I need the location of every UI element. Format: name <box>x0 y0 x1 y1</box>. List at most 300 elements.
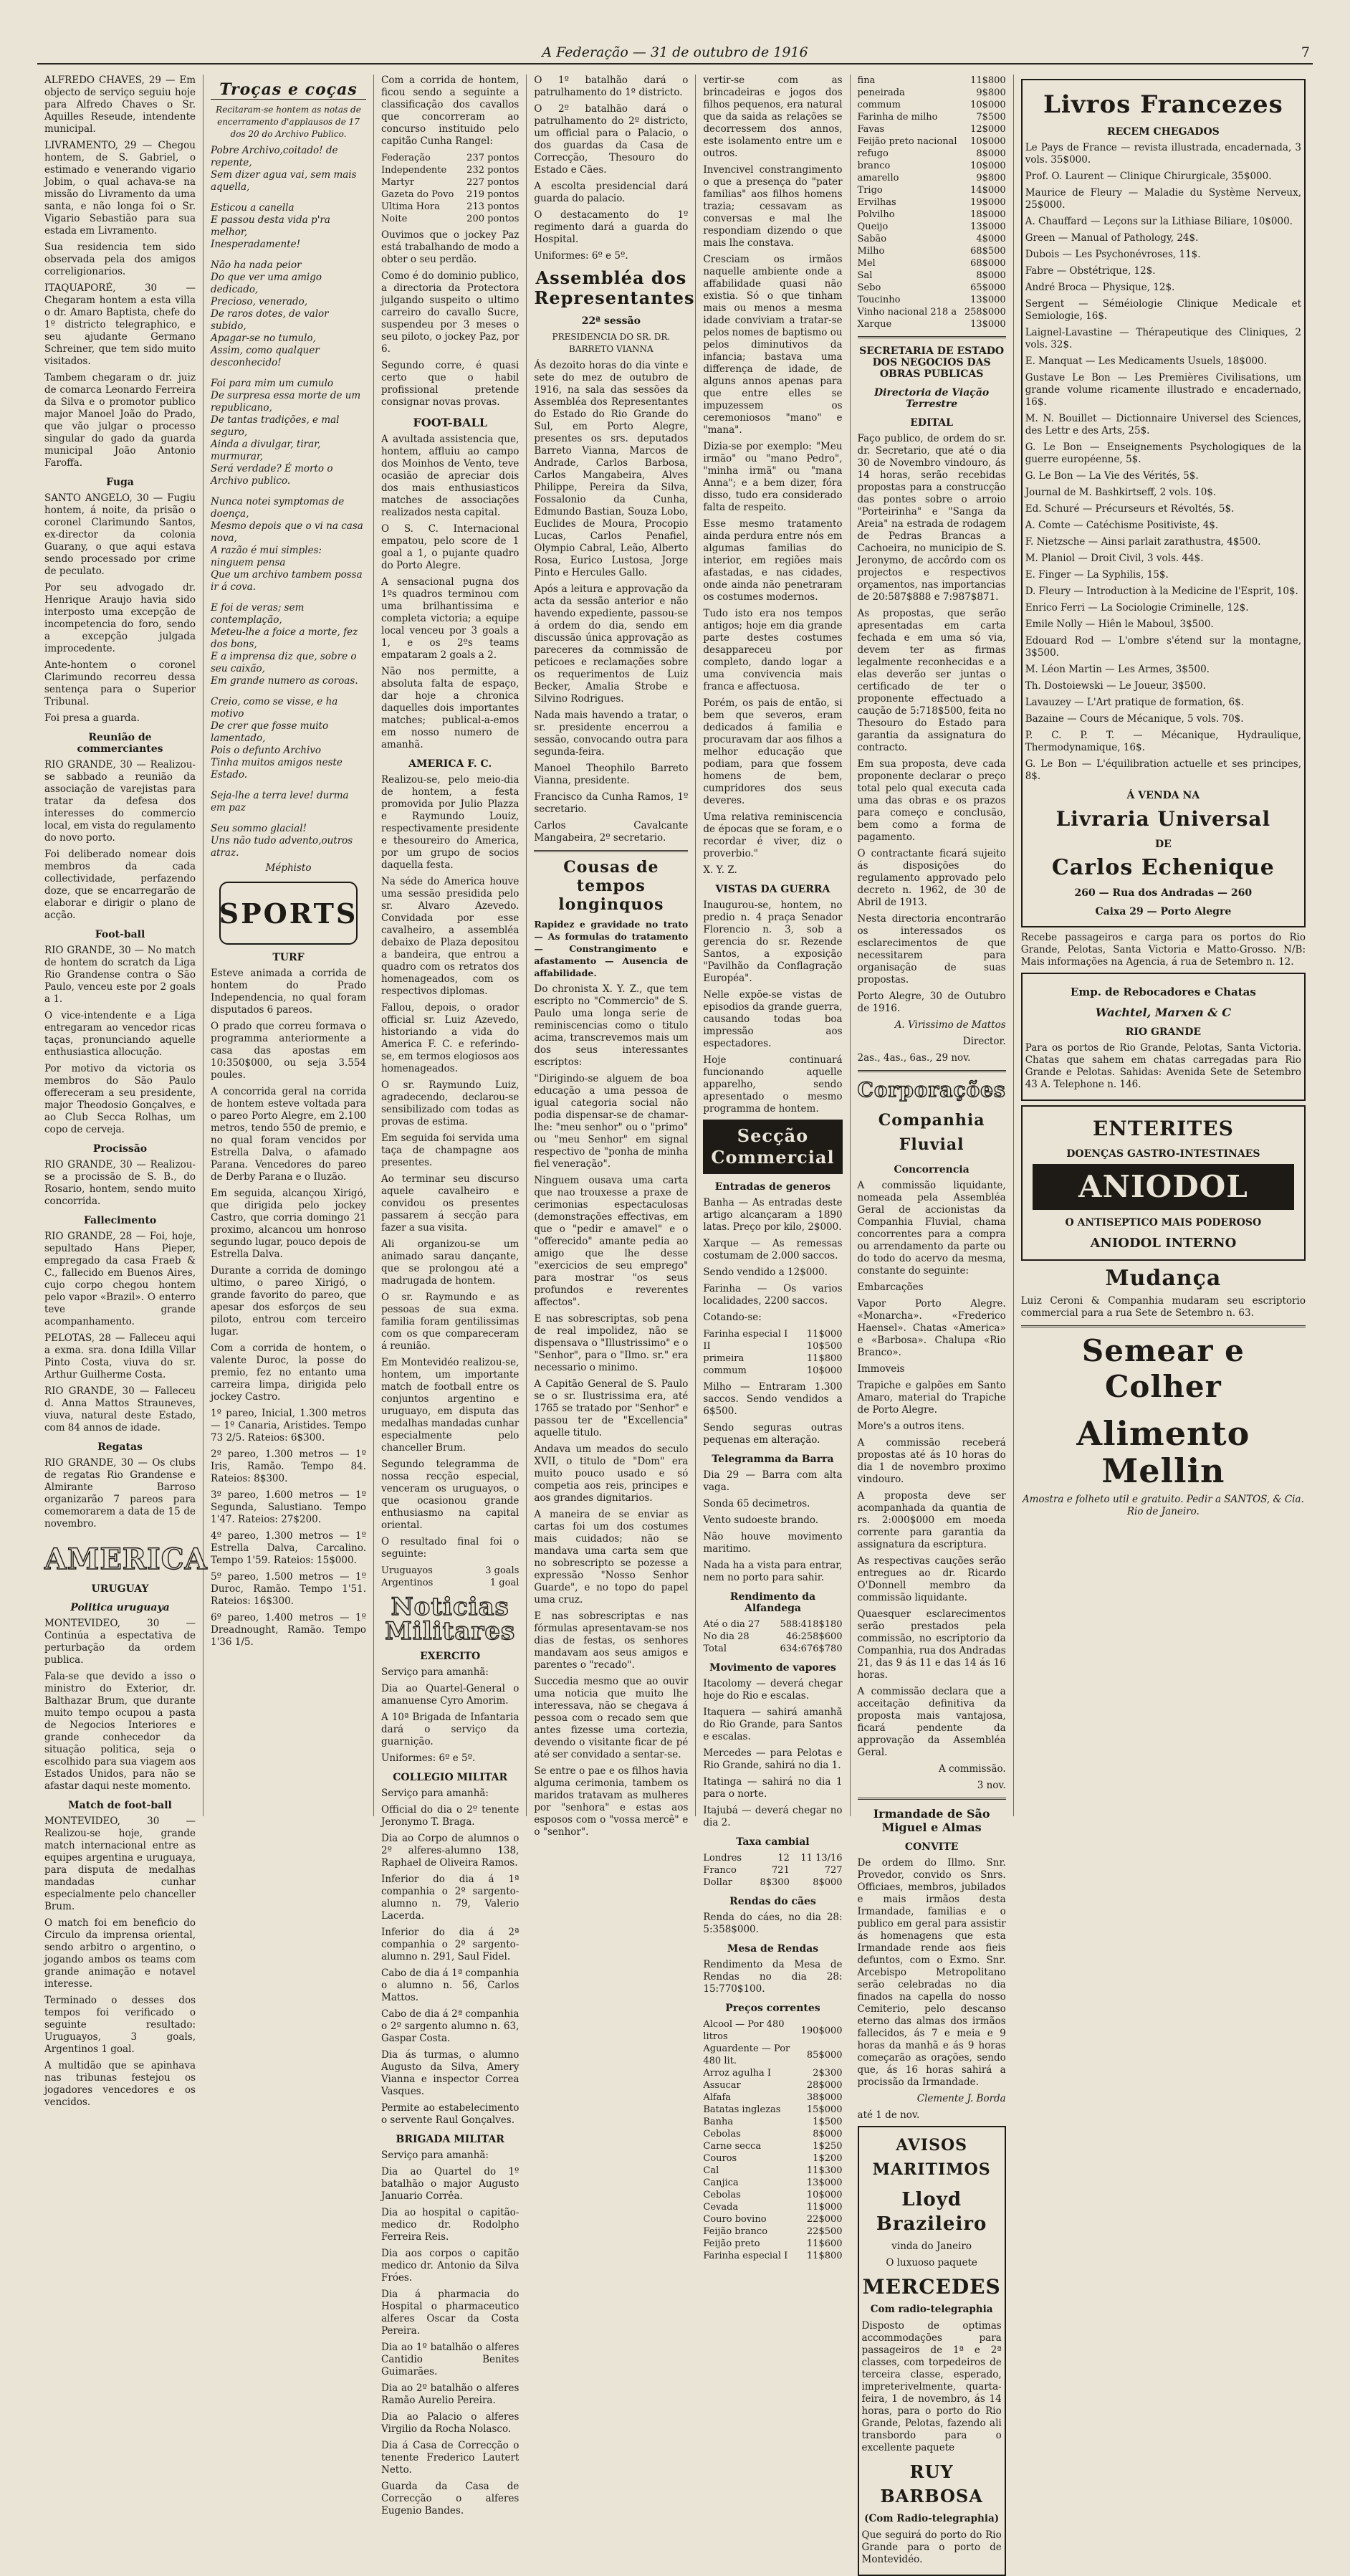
news-item: Inaugurou-se, hontem, no predio n. 4 praça Senador Florencio n. 3, sob a gerencia do sr. Rezende Santos, a exposição "Pavilhão da Conflagração Européa". <box>703 900 843 984</box>
livraria-de: DE <box>1154 839 1172 850</box>
news-item: Invencivel constrangimento o que a presença do "pater familias" aos filhos homens trazia; cessavam as conversas e mal lhe respondiam dizendo o que mais lhe constava. <box>703 164 843 249</box>
news-item: Do chronista X. Y. Z., que tem escripto no "Commercio" de S. Paulo uma longa serie de reminiscencias como o titulo acima, transcrevemos mais um dos seus interessantes escriptos: <box>534 983 689 1068</box>
companhia-banner: Companhia Fluvial <box>878 1111 985 1154</box>
corporacoes-banner: Corporações <box>857 1078 1006 1102</box>
price-row <box>858 209 1006 221</box>
news-list <box>703 1197 842 1324</box>
news-list <box>381 1357 519 1560</box>
book-item: E. Finger — La Syphilis, 15$. <box>1025 569 1169 581</box>
table-cell: 634:676$780 <box>780 1644 843 1654</box>
news-item: Foi presa a guarda. <box>44 712 140 724</box>
news-item: Durante a corrida de domingo ultimo, o pareo Xirigó, o grande favorito do pareo, que apesar dos esforços de seu piloto, entrou com terceiro lugar. <box>211 1265 366 1337</box>
race-result: 3º pareo, 1.600 metros — 1º Segunda, Salustiano. Tempo 1'47. Rateios: 27$200. <box>211 1489 366 1525</box>
dates-line: 2as., 4as., 6as., 29 nov. <box>857 1052 971 1064</box>
price-row <box>703 2189 842 2201</box>
section-heading: Regatas <box>97 1441 143 1453</box>
news-item: Ante-hontem o coronel Clarimundo recorreu dessa sentença para o Superior Tribunal. <box>44 659 196 707</box>
book-item: F. Nietzsche — Ainsi parlait zarathustra, 4$500. <box>1025 536 1261 548</box>
page-number: 7 <box>1301 44 1310 60</box>
america-banner: AMERICA <box>44 1542 208 1576</box>
news-item: A avultada assistencia que, hontem, affluiu ao campo dos Moinhos de Vento, teve ocasião de apreciar dois dos mais enthusiasticos matches de associações realizados nesta capital. <box>381 434 520 518</box>
seccao-commercial-banner: Secção Commercial <box>703 1120 842 1174</box>
table-cell: No dia 28 <box>703 1631 750 1642</box>
america-subtitle: URUGUAY <box>91 1583 149 1595</box>
table-cell: 11$000 <box>806 1329 843 1340</box>
book-item: Th. Dostoiewski — Le Joueur, 3$500. <box>1025 680 1206 692</box>
news-item: Porém, os pais de então, si bem que severos, eram dedicados á familia e procuravam dar aos filhos a melhor educação que podiam, para que fossem homens de bem, cumpridores dos seus deveres. <box>703 697 843 806</box>
price-row <box>703 1365 842 1377</box>
price-row <box>858 135 1006 148</box>
news-item: De ordem do Illmo. Snr. Provedor, convido os Snrs. Officiaes, membros, jubilados e mais irmãos desta Irmandade, familias e o publico em geral para assistir ás homenagens que esta Irmandade rende aos fieis defuntos, com o Exmo. Snr. Arcebispo Metropolitano serão celebradas no dia finados na capella do nosso Cemiterio, pelo descanso eterno das almas dos irmãos fallecidos, ás 7 e meia e 9 horas da manhã e ás 9 horas começarão as orações, sendo que, ás 16 horas sahirá a procissão da Irmandade. <box>857 1857 1006 2088</box>
taxa-row <box>703 1852 842 1864</box>
poem-line: De tantas tradições, e mal seguro, <box>211 414 340 438</box>
news-item: MONTEVIDEO, 30 — Realizou-se hoje, grande match internacional entre as equipes argentina e uruguaya, para disputa de medalhas mandadas cunhar especialmente pelo chanceller Brum. <box>44 1816 196 1912</box>
mudanca-title: Mudança <box>1105 1266 1222 1291</box>
book-item: Emile Nolly — Hiên le Maboul, 3$500. <box>1025 619 1214 630</box>
price-row <box>703 2238 842 2250</box>
section-heading: Match de foot-ball <box>68 1800 172 1811</box>
news-list <box>703 1678 842 1829</box>
news-item: A maneira de se enviar as cartas foi um dos costumes mais cuidados; não se mandava uma carta sem que no sobrescripto se pozesse a expressão "Nosso Senhor Guarde", e no topo do papel uma cruz. <box>534 1509 689 1606</box>
table-cell: II <box>703 1341 711 1352</box>
table-cell: branco <box>857 161 891 171</box>
section-heading: Telegramma da Barra <box>712 1454 834 1465</box>
book-item: Ed. Schuré — Précurseurs et Révoltés, 5$. <box>1025 503 1235 515</box>
price-row <box>858 257 1006 269</box>
news-item: Dia ao Quartel do 1º batalhão o major Augusto Januario Corrêa. <box>381 2166 520 2202</box>
news-item: Francisco da Cunha Ramos, 1º secretario. <box>534 791 689 815</box>
table-cell: Dollar <box>703 1877 732 1888</box>
book-item: A. Comte — Catéchisme Positiviste, 4$. <box>1025 520 1219 531</box>
table-cell: Couros <box>703 2153 737 2164</box>
alfandega-row <box>703 1643 842 1655</box>
news-item: PELOTAS, 28 — Falleceu aqui a exma. sra. dona Idilla Villar Pinto Costa, viuva do sr. Arthur Guilherme Costa. <box>44 1332 196 1380</box>
table-cell: Favas <box>857 124 885 135</box>
classification-row <box>381 189 519 201</box>
news-item: Mercedes — para Pelotas e Rio Grande, sahirá no dia 1. <box>703 1747 843 1771</box>
section-heading: Rendas do cães <box>729 1896 816 1907</box>
taxa-row <box>703 1864 842 1876</box>
sports-banner <box>219 882 358 945</box>
price-row <box>858 123 1006 135</box>
price-row <box>703 2152 842 2165</box>
book-item: G. Le Bon — La Vie des Vérités, 5$. <box>1025 470 1199 482</box>
poem <box>211 145 366 859</box>
aniodol-title: ANIODOL <box>1033 1164 1294 1210</box>
table-cell: Arroz agulha I <box>703 2068 771 2079</box>
book-item: D. Fleury — Introduction à la Medicine de l'Esprit, 10$. <box>1025 586 1298 597</box>
table-cell: 10$000 <box>970 100 1006 110</box>
poem-line: Esticou a canella <box>211 202 295 214</box>
table-cell: commum <box>703 1365 747 1376</box>
section-heading: COLLEGIO MILITAR <box>393 1772 508 1783</box>
book-item: G. Le Bon — L'équilibration actuelle et ses principes, 8$. <box>1025 758 1301 782</box>
table-cell: Cebolas <box>703 2190 741 2200</box>
precos-table <box>858 75 1006 330</box>
news-item: As propostas, que serão apresentadas em carta fechada e em uma só via, devem ter as firmas legalmente reconhecidas e a elas deverão ser juntas o certificado de ter o proponente effectuado a caução de 5:718$500, feita no Thesouro do Estado para garantia da assignatura do contracto. <box>857 608 1006 753</box>
lloyd-subtitle: vinda do Janeiro <box>891 2241 972 2252</box>
news-list <box>534 360 688 844</box>
news-item: Em sua proposta, deve cada proponente declarar o preço total pelo qual executa cada uma das obras e os prazos para começo e conclusão, bem como a forma de pagamento. <box>857 758 1006 843</box>
news-item: Ninguem ousava uma carta que nao trouxesse a praxe de cerimonias espectaculosas (demonstrações effectivas, em que o "pedir e amavel" e o "offerecido" amante pedia ao amigo que lhe desse "exercicios de seu emprego" para mostrar "os seus profundos e reverentes affectos". <box>534 1175 689 1308</box>
poem-line: Seja-lhe a terra leve! durma em paz <box>211 790 349 814</box>
news-item: Manoel Theophilo Barreto Vianna, presidente. <box>534 763 689 786</box>
news-item: Renda do cáes, no dia 28: 5:358$000. <box>703 1912 843 1935</box>
news-item: MONTEVIDEO, 30 — Continúa a espectativa de perturbação da ordem publica. <box>44 1618 196 1666</box>
race-result: 2º pareo, 1.300 metros — 1º Iris, Ramão. Tempo 84. Rateios: 8$300. <box>211 1449 366 1484</box>
section-heading: Rendimento da Alfandega <box>729 1591 816 1614</box>
news-item: Em Montevidéo realizou-se, hontem, um importante match de football entre os conjuntos argentino e uruguayo, em disputa das medalhas mandadas cunhar especialmente pelo chanceller Brum. <box>381 1357 520 1454</box>
news-item: O sr. Raymundo e as pessoas de sua exma. familia foram gentilissimas com os que compareceram á reunião. <box>381 1292 520 1352</box>
news-item: A escolta presidencial dará guarda do palacio. <box>534 181 689 204</box>
table-cell: 15$000 <box>806 2104 843 2115</box>
news-item: Dia ao Palacio o alferes Virgilio da Rocha Nolasco. <box>381 2411 520 2435</box>
section-heading: Concorrencia <box>894 1164 970 1175</box>
table-cell: Uruguayos <box>381 1565 433 1576</box>
stanza-gap <box>211 194 366 202</box>
table-cell: Até o dia 27 <box>703 1619 760 1630</box>
section-heading: VISTAS DA GUERRA <box>715 884 830 895</box>
news-item: Quaesquer esclarecimentos serão prestados pela commissão, no escriptorio da Companhia, rua dos Andradas 21, das 9 ás 11 e das 14 ás 16 horas. <box>857 1608 1006 1681</box>
mercedes-subtitle: Com radio-telegraphia <box>870 2304 993 2315</box>
table-cell: 721 <box>772 1865 790 1876</box>
table-cell: Feijão preto <box>703 2238 760 2249</box>
news-item: E nas sobrescriptas, sob pena de real impolidez, não se dispensava o "Illustrissimo" e o "Senhor", para o "Ilmo. sr." era necessario o minimo. <box>534 1313 689 1373</box>
book-item: A. Chauffard — Leçons sur la Lithiase Biliare, 10$000. <box>1025 216 1293 227</box>
presidencia-line: PRESIDENCIA DO SR. DR. BARRETO VIANNA <box>552 332 671 354</box>
turf-results <box>211 1408 366 1649</box>
enterites-subtitle: DOENÇAS GASTRO-INTESTINAES <box>1066 1148 1260 1160</box>
emp-firm: Wachtel, Marxen & C <box>1095 1006 1231 1019</box>
news-item: Segundo telegramma de nossa recção especial, venceram os uruguayos, o que ocasionou grande enthusiasmo na capital oriental. <box>381 1459 520 1531</box>
poem-line: Precioso, venerado, <box>211 296 308 307</box>
signature: A commissão. <box>938 1763 1006 1775</box>
assembleia-banner: Assembléa dos Representantes <box>534 267 695 308</box>
news-item: Serviço para amanhã: <box>381 1666 489 1678</box>
table-cell: amarello <box>857 173 899 183</box>
table-cell: Martyr <box>381 177 415 188</box>
news-item: Dia ao 1º batalhão o alferes Cantidio Benites Guimarães. <box>381 2342 520 2377</box>
table-cell: Canjica <box>703 2177 739 2188</box>
mercedes-title: MERCEDES <box>862 2275 1001 2299</box>
news-item: As respectivas cauções serão entregues ao dr. Ricardo O'Donnell membro da commissão liquidante. <box>857 1555 1006 1603</box>
book-item: Edouard Rod — L'ombre s'étend sur la montagne, 3$500. <box>1025 635 1301 659</box>
semear-title: Semear e Colher <box>1081 1333 1245 1404</box>
news-item: Immoveis <box>857 1363 905 1375</box>
race-result: 5º pareo, 1.500 metros — 1º Duroc, Ramão. Tempo 1'51. Rateios: 16$300. <box>211 1571 366 1607</box>
price-row <box>703 2079 842 2091</box>
news-item: Luiz Ceroni & Companhia mudaram seu escriptorio commercial para a rua Sete de Setembro n. 63. <box>1020 1295 1306 1319</box>
trocas-note: Recitaram-se hontem as notas de encerramento d'applausos de 17 dos 20 do Archivo Publico. <box>216 105 361 139</box>
news-item: Andava um meados do seculo XVII, o titulo de "Dom" era muito pouco usado e só competia aos reis, principes e aos grandes dignitarios. <box>534 1444 689 1504</box>
table-cell: Farinha especial I <box>703 1329 788 1340</box>
price-row <box>703 2201 842 2213</box>
news-item: Rendimento da Mesa de Rendas no dia 28: 15:770$100. <box>703 1959 843 1995</box>
news-item: Succedia mesmo que ao ouvir uma noticia que muito lhe interessava, não se chegava á pessoa com o recado sem que antes fizesse uma cortezia, devendo o visitante ficar de pé até ser convidado a sentar-se. <box>534 1676 689 1760</box>
news-item: Não houve movimento maritimo. <box>703 1531 843 1555</box>
table-cell: 10$000 <box>970 136 1006 147</box>
news-item: Se entre o pae e os filhos havia alguma cerimonia, tambem os maridos tratavam as mulheres por "senhora" e estas aos esposos com o "vossa mercê" e o "senhor". <box>534 1765 689 1838</box>
price-row <box>858 306 1006 318</box>
poem-line: Ainda a divulgar, tirar, murmurar, <box>211 439 321 462</box>
stanza-gap <box>211 369 366 378</box>
section-heading: Movimento de vapores <box>709 1662 836 1674</box>
news-item: Sendo seguras outras pequenas em alteração. <box>703 1422 843 1446</box>
news-item: A sensacional pugna dos 1ºs quadros terminou com uma brilhantissima e completa victoria; a equipe local venceu por 3 goals a 1, e os 2ºs teams empataram 2 goals a 2. <box>381 576 520 661</box>
news-item: O destacamento do 1º regimento dará a guarda do Hospital. <box>534 209 689 245</box>
table-cell: 9$800 <box>976 173 1006 183</box>
signature: A. Virissimo de Mattos <box>894 1019 1006 1031</box>
table-cell: 200 pontos <box>466 214 520 224</box>
dates-line: 3 nov. <box>977 1780 1006 1791</box>
news-item: Realizou-se, pelo meio-dia de hontem, a festa promovida por Julio Plazza e Raymundo Louiz, respectivamente presidente e thesoureiro do America, por um grupo de socios daquella festa. <box>381 774 520 871</box>
news-item: Não nos permitte, a absoluta falta de espaço, dar hoje a chronica daquelles dois importantes matches; publical-a-emos em nosso numero de amanhã. <box>381 666 520 750</box>
news-item: Cabo de dia á 1ª companhia o alumno n. 56, Carlos Mattos. <box>381 1967 520 2003</box>
poem-line: Assim, como qualquer desconhecido! <box>211 345 320 368</box>
poem-line: E foi de veras; sem contemplação, <box>211 602 305 626</box>
news-item: ITAQUAPORÉ, 30 — Chegaram hontem a esta villa o dr. Amaro Baptista, chefe do 1º districto telegraphico, e seu ajudante Germano Schreiner, que tem sido muito visitados. <box>44 282 196 367</box>
table-cell: Total <box>703 1644 727 1654</box>
turf-list <box>211 968 366 1403</box>
book-item: M. Léon Martin — Les Armes, 3$500. <box>1025 664 1210 675</box>
farinha-table <box>703 1328 842 1377</box>
dates-line: até 1 de nov. <box>857 2109 920 2121</box>
table-cell: Milho <box>857 246 885 257</box>
table-cell: 14$000 <box>970 185 1006 196</box>
news-list <box>381 1666 519 1765</box>
alimento-mellin-title: Alimento Mellin <box>1076 1414 1250 1490</box>
news-item: Ouvimos que o jockey Paz está trabalhando de modo a obter o seu perdão. <box>381 229 520 265</box>
column-7 <box>1014 75 1313 1816</box>
enterites-title: ENTERITES <box>1092 1117 1234 1140</box>
table-cell: 13$000 <box>806 2177 843 2188</box>
price-row <box>703 1353 842 1365</box>
news-item: ALFREDO CHAVES, 29 — Em objecto de serviço seguiu hoje para Alfredo Chaves o Sr. Aquilles Reseude, intendente municipal. <box>44 75 196 135</box>
book-item: Prof. O. Laurent — Clinique Chirurgicale, 35$000. <box>1025 171 1272 182</box>
alfandega-table <box>703 1618 842 1655</box>
news-item: Por seu advogado dr. Henrique Araujo havia sido interposto uma excepção de incompetencia do foro, sendo a excepção julgada improcedente. <box>44 582 196 654</box>
news-item: A proposta deve ser acompanhada da quantia de rs. 2:000$000 em moeda corrente para garantia da assignatura da escriptura. <box>857 1490 1006 1550</box>
news-item: Dia 29 — Barra com alta vaga. <box>703 1469 843 1493</box>
price-row <box>858 318 1006 330</box>
news-item: O resultado final foi o seguinte: <box>381 1536 520 1560</box>
poem-line: Foi para mim um cumulo <box>211 378 334 389</box>
news-item: Em seguida, alcançou Xirigó, que dirigida pelo jockey Castro, que corria domingo 21 proximo, alcancou um honroso segundo lugar, pouco depois de Estrella Dalva. <box>211 1188 366 1260</box>
column-2 <box>204 75 374 1816</box>
table-cell: Feijão branco <box>703 2226 768 2237</box>
result-row <box>381 1565 519 1577</box>
news-item: Serviço para amanhã: <box>381 1788 489 1799</box>
news-item: Dia ao Corpo de alumnos o 2º alferes-alumno 138, Raphael de Oliveira Ramos. <box>381 1833 520 1869</box>
price-row <box>858 184 1006 196</box>
news-item: Na séde do America houve uma sessão presidida pelo sr. Alvaro Azevedo. Convidada por esse cavalheiro, a assembléa debaixo de Plaza depositou a bandeira, que entrou a quadro com os retratos dos homenageados, com os respectivos diplomas. <box>381 876 520 997</box>
table-cell: refugo <box>857 148 889 159</box>
alimento-subtitle: Amostra e folheto util e gratuito. Pedir a SANTOS, & Cia. Rio de Janeiro. <box>1022 1494 1304 1517</box>
section-heading: Irmandade de São Miguel e Almas <box>873 1807 990 1834</box>
section-heading: Fallecimento <box>83 1215 157 1226</box>
table-cell: 1 goal <box>489 1578 520 1588</box>
news-item: Sonda 65 decimetros. <box>703 1498 810 1509</box>
classification-row <box>381 213 519 225</box>
sports-title: SPORTS <box>219 897 358 930</box>
news-item: Dia ao hospital o capitão-medico dr. Rodolpho Ferreira Reis. <box>381 2207 520 2243</box>
news-item: Dia ás turmas, o alumno Augusto da Silva, Amery Vianna e inspector Correa Vasques. <box>381 2049 520 2097</box>
news-item: Nada ha a vista para entrar, nem no porto para sahir. <box>703 1560 843 1583</box>
book-item: Enrico Ferri — La Sociologie Criminelle, 12$. <box>1025 602 1249 614</box>
news-item: Carlos Cavalcante Mangabeira, 2º secretario. <box>534 820 689 844</box>
table-cell: Argentinos <box>381 1578 434 1588</box>
price-row <box>858 245 1006 257</box>
table-cell: Cebolas <box>703 2129 741 2139</box>
sessao-heading: 22ª sessão <box>581 315 641 327</box>
news-item: Trapiche e galpões em Santo Amaro, material do Trapiche de Porto Alegre. <box>857 1380 1006 1416</box>
stanza-gap <box>211 814 366 823</box>
news-list <box>858 1180 1006 1759</box>
table-cell: Farinha de milho <box>857 112 938 123</box>
table-cell: Sabão <box>857 234 887 244</box>
news-item: Permite ao estabelecimento o servente Raul Gonçalves. <box>381 2102 520 2126</box>
column-6 <box>851 75 1014 2565</box>
table-cell: peneirada <box>857 87 905 98</box>
book-item: Le Pays de France — revista illustrada, encadernada, 3 vols. 35$000. <box>1025 142 1301 166</box>
table-cell: 68$000 <box>970 258 1006 269</box>
divider <box>1021 1325 1306 1327</box>
news-item: Cabo de dia á 2ª companhia o 2º sargento alumno n. 63, Gaspar Costa. <box>381 2008 520 2044</box>
cousas-banner: Cousas de tempos longinquos <box>558 858 664 914</box>
price-row <box>858 233 1006 245</box>
news-list <box>858 433 1006 1015</box>
news-item: Hoje continuará funcionando aquelle apparelho, sendo apresentado o mesmo programma de hontem. <box>703 1054 843 1115</box>
price-row <box>703 2140 842 2152</box>
section-heading: Preços correntes <box>725 2003 820 2014</box>
race-result: 6º pareo, 1.400 metros — 1º Dreadnought, Ramão. Tempo 1'36 1/5. <box>211 1612 366 1648</box>
divider <box>858 1798 1006 1800</box>
price-row <box>858 282 1006 294</box>
price-row <box>858 148 1006 160</box>
news-item: Xarque — As remessas costumam de 2.000 saccos. <box>703 1238 843 1261</box>
turf-subtitle: TURF <box>272 952 305 963</box>
price-row <box>858 221 1006 233</box>
emp-dest: RIO GRANDE <box>1125 1026 1202 1038</box>
classification-table <box>381 152 519 225</box>
news-item: E nas sobrescriptas e nas fórmulas apresentavam-se nos dias de festas, os senhores mandavam aos seus amigos e parentes o "recado". <box>534 1611 689 1671</box>
page-header <box>37 44 1313 65</box>
price-row <box>703 2250 842 2262</box>
news-item: A commissão liquidante, nomeada pela Assembléa Geral de accionistas da Companhia Fluvial, chama concorrentes para a compra ou arrendamento da parte ou do todo do acervo da mesma, constante do seguinte: <box>857 1180 1006 1277</box>
column-1 <box>37 75 208 2108</box>
news-item: Dizia-se por exemplo: "Meu irmão" ou "mano Pedro", "minha irmã" ou "mana Anna"; e a bem dizer, fóra disso, tudo era considerado falta de respeito. <box>703 441 843 513</box>
poem-line: De raros dotes, de valor subido, <box>211 308 329 332</box>
news-item: Milho — Entraram 1.300 saccos. Sendo vendidos a 6$500. <box>703 1381 843 1417</box>
table-cell: Londres <box>703 1853 742 1864</box>
news-item: Fallou, depois, o orador official sr. Luiz Azevedo, historiando a vida do America F. C. e referindo-se, em termos elogiosos aos homenageados. <box>381 1002 520 1074</box>
avisos-maritimos-box <box>858 2126 1006 2576</box>
news-item: Dia ao Quartel-General o amanuense Cyro Amorim. <box>381 1683 520 1707</box>
news-item: Recebe passageiros e carga para os portos do Rio Grande, Pelotas, Santa Victoria e Matto-Grosso. N/B: Mais informações na Agencia, á rua de Setembro n. 12. <box>1020 932 1306 968</box>
column-4 <box>527 75 696 1838</box>
race-result: 4º pareo, 1.300 metros — 1º Estrella Dalva, Carcalino. Tempo 1'59. Rateios: 15$000. <box>211 1530 366 1566</box>
columns <box>37 75 1313 2565</box>
table-cell: 1$200 <box>813 2153 843 2164</box>
news-item: Nada mais havendo a tratar, o sr. presidente encerrou a sessão, convocando outra para segunda-feira. <box>534 710 689 758</box>
news-item: Terminado o desses dos tempos foi verificado o seguinte resultado: Uruguayos, 3 goals, Argentinos 1 goal. <box>44 1995 196 2055</box>
book-item: M. N. Bouillet — Dictionnaire Universel des Sciences, des Lettr e des Arts, 25$. <box>1025 413 1301 437</box>
table-cell: 12 <box>777 1853 790 1864</box>
news-item: Fala-se que devido a isso o ministro do Exterior, dr. Balthazar Brum, que durante muito tempo ocupou a pasta de Negocios Interiores e grande conhecedor da situação politica, seja o escolhido para sua viagem aos Estados Unidos, para não se afastar daqui neste momento. <box>44 1671 196 1792</box>
table-cell: Gazeta do Povo <box>381 189 454 200</box>
address-line: 260 — Rua dos Andradas — 260 <box>1074 887 1253 899</box>
match-result-table <box>381 1565 519 1589</box>
price-row <box>858 294 1006 306</box>
stanza-gap <box>211 687 366 696</box>
news-item: X. Y. Z. <box>703 864 737 876</box>
news-list <box>534 75 688 262</box>
emp-box <box>1021 973 1306 1101</box>
news-item: RIO GRANDE, 30 — Realizou-se a procissão de S. B., do Rosario, hontem, sendo muito concorrida. <box>44 1159 196 1207</box>
section-heading: Directoria de Viação Terrestre <box>874 387 990 410</box>
table-cell: Toucinho <box>857 295 901 305</box>
news-item: Cresciam os irmãos naquelle ambiente onde a affabilidade quasi não existia. Só o que tinham mais ou menos a mesma idade conviviam a tratar-se pelos nomes de baptismo ou pelos diminutivos da infancia; bastava uma differença de idade, de alguns annos apenas para que entre elles se impuzessem os ceremoniosos "mano" e "mana". <box>703 254 843 436</box>
news-item: Vapor Porto Alegre. «Monarcha». «Frederico Haensel». Chatas «America» e «Barbosa». Chalupa «Rio Branco». <box>857 1298 1006 1358</box>
table-cell: commum <box>857 100 901 110</box>
news-item: O contractante ficará sujeito ás disposições do regulamento approvado pelo decreto n. 1962, de 30 de Abril de 1913. <box>857 848 1006 908</box>
table-cell: 68$500 <box>970 246 1006 257</box>
news-item: Itacolomy — deverá chegar hoje do Rio e escalas. <box>703 1678 843 1702</box>
classification-row <box>381 152 519 164</box>
news-item: Foi deliberado nomear dois membros da cada collectividade, perfazendo doze, que se encarregarão de elaborar e dirigir o plano de acção. <box>44 849 196 921</box>
table-cell: Federação <box>381 153 431 163</box>
news-item: Porto Alegre, 30 de Outubro de 1916. <box>857 991 1006 1014</box>
noticias-militares-banner: Noticias Militares <box>385 1593 516 1646</box>
section-heading: Mesa de Rendas <box>727 1943 819 1955</box>
section-heading: Taxa cambial <box>736 1836 810 1848</box>
news-item: Inferior do dia á 1ª companhia o 2º sargento-alumno n. 79, Valerio Lacerda. <box>381 1874 520 1922</box>
section-heading: Entradas de generos <box>714 1181 831 1193</box>
news-item: Faço publico, de ordem do sr. dr. Secretario, que até o dia 30 de Novembro vindouro, ás 14 horas, serão recebidas propostas para a construcção das pontes sobre o arroio "Porteirinha" e "Sanga da Areia" na estrada de rodagem de Pedras Brancas a Cachoeira, no municipio de S. Jeronymo, de accôrdo com os projectos e respectivos orçamentos, nas importancias de 20:587$888 e 7:987$871. <box>857 433 1006 603</box>
news-item: Uma relativa reminiscencia de épocas que se foram, e o recordar é viver, diz o proverbio." <box>703 811 843 859</box>
table-cell: Banha <box>703 2117 734 2127</box>
news-item: Farinha — Os varios localidades, 2200 saccos. <box>703 1283 843 1307</box>
table-cell: 13$000 <box>970 221 1006 232</box>
news-item: Sendo vendido a 12$000. <box>703 1266 828 1278</box>
section-heading: BRIGADA MILITAR <box>396 2134 504 2145</box>
table-cell: 10$000 <box>970 161 1006 171</box>
table-cell: Farinha especial I <box>703 2251 788 2261</box>
news-item: RIO GRANDE, 30 — Falleceu d. Anna Mattos Strauneves, viuva, natural deste Estado, com 84 annos de idade. <box>44 1385 196 1434</box>
news-item: O sr. Raymundo Luiz, agradecendo, declarou-se sensibilizado com todas as provas de estima. <box>381 1079 520 1127</box>
table-cell: 227 pontos <box>466 177 520 188</box>
divider <box>858 336 1006 338</box>
poem-line: Creio, como se visse, e ha motivo <box>211 696 338 720</box>
table-cell: 10$000 <box>806 1365 843 1376</box>
table-cell: 219 pontos <box>466 189 520 200</box>
section-heading: EXERCITO <box>420 1651 481 1662</box>
table-cell: 19$000 <box>970 197 1006 208</box>
section-heading: SECRETARIA DE ESTADO DOS NEGOCIOS DAS OBRAS PUBLICAS <box>859 345 1005 380</box>
table-cell: Trigo <box>857 185 883 196</box>
poem-line: Do que ver uma amigo dedicado, <box>211 272 322 295</box>
news-item: Por motivo da victoria os membros do São Paulo offereceram a seu presidente, major Theodosio Gonçalves, e ao Club Secca Rolhas, um copo de cerveja. <box>44 1063 196 1135</box>
table-cell: 213 pontos <box>466 201 520 212</box>
book-item: M. Planiol — Droit Civil, 3 vols. 44$. <box>1025 553 1204 564</box>
table-cell: Polvilho <box>857 209 895 220</box>
table-cell: 237 pontos <box>466 153 520 163</box>
result-row <box>381 1577 519 1589</box>
table-cell: 22$500 <box>806 2226 843 2237</box>
price-row <box>703 2226 842 2238</box>
table-cell: Cal <box>703 2165 719 2176</box>
table-cell: 7$500 <box>976 112 1006 123</box>
